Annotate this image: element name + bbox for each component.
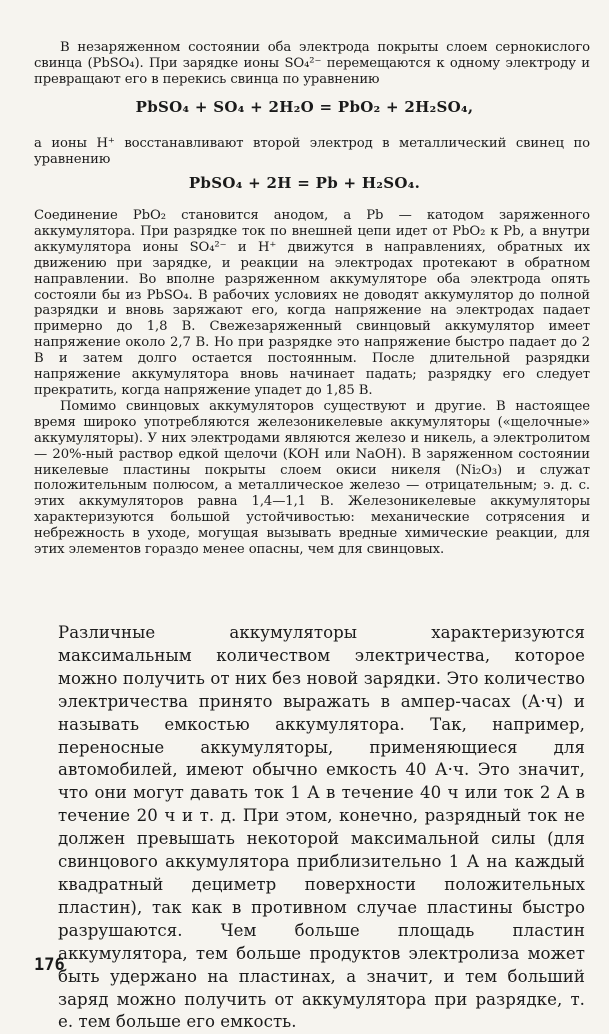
- paragraph-lead-acid: Соединение PbO₂ становится анодом, а Pb — катодом заряженного аккумулятора. При разрядке ток по внешней цепи идет от PbO₂ к Pb, а внутри аккумулятора ионы SO₄²⁻ и H⁺ движутся в направлениях, обратных их движению при зарядке, и реакции на электродах протекают в обратном направлении. Во вполне разряженном аккумуляторе оба электрода опять состояли бы из PbSO₄. В рабочих условиях не доводят аккумулятор до полной разрядки и вновь заряжают его, когда напряжение на электродах падает примерно до 1,8 В. Свежезаряженный свинцовый аккумулятор имеет напряжение около 2,7 В. Но при разрядке это напряжение быстро падает до 2 В и затем долго остается постоянным. После длительной разрядки напряжение аккумулятора вновь начинает падать; разрядку его следует прекратить, когда напряжение упадет до 1,85 В.: [34, 208, 590, 398]
- mid-text: а ионы H⁺ восстанавливают второй электрод в металлический свинец по уравнению: [34, 136, 590, 167]
- main-text: Различные аккумуляторы характеризуются максимальным количеством электричества, которое можно получить от них без новой зарядки. Это количество электричества принято выражать в ампер-часах (А·ч) и называть емкостью аккумулятора. Так, например, переносные аккумуляторы, применяющиеся для автомобилей, имеют обычно емкость 40 А·ч. Это значит, что они могут давать ток 1 А в течение 40 ч или ток 2 А в течение 20 ч и т. д. При этом, конечно, разрядный ток не должен превышать некоторой максимальной силы (для свинцового аккумулятора приблизительно 1 А на каждый квадратный дециметр поверхности положительных пластин), так как в противном случае пластины быстро разрушаются. Чем больше площадь пластин аккумулятора, тем больше продуктов электролиза может быть удержано на пластинах, а значит, и тем больший заряд можно получить от аккумулятора при разрядке, т. е. тем больше его емкость.: [58, 623, 585, 1032]
- page-number: 176: [34, 955, 65, 975]
- intro-text: В незаряженном состоянии оба электрода покрыты слоем сернокислого свинца (PbSO₄). При зарядке ионы SO₄²⁻ перемещаются к одному электроду и превращают его в перекись свинца по уравнению: [34, 40, 590, 87]
- intro-paragraph: [34, 40, 590, 88]
- main-paragraph: [58, 622, 585, 1034]
- equation-2: PbSO₄ + 2H = Pb + H₂SO₄.: [188, 174, 421, 192]
- body-small-text: [34, 208, 590, 558]
- mid-paragraph: [34, 136, 590, 168]
- paragraph-nickel-iron: Помимо свинцовых аккумуляторов существуют и другие. В настоящее время широко употребляются железоникелевые аккумуляторы («щелочные» аккумуляторы). У них электродами являются железо и никель, а электролитом — 20%-ный раствор едкой щелочи (KOH или NaOH). В заряженном состоянии никелевые пластины покрыты слоем окиси никеля (Ni₂O₃) и служат положительным полюсом, а металлическое железо — отрицательным; э. д. с. этих аккумуляторов равна 1,4—1,1 В. Железоникелевые аккумуляторы характеризуются большой устойчивостью: механические сотрясения и небрежность в уходе, могущая вызывать вредные химические реакции, для этих элементов гораздо менее опасны, чем для свинцовых.: [34, 398, 590, 558]
- equation-1: PbSO₄ + SO₄ + 2H₂O = PbO₂ + 2H₂SO₄,: [135, 98, 474, 116]
